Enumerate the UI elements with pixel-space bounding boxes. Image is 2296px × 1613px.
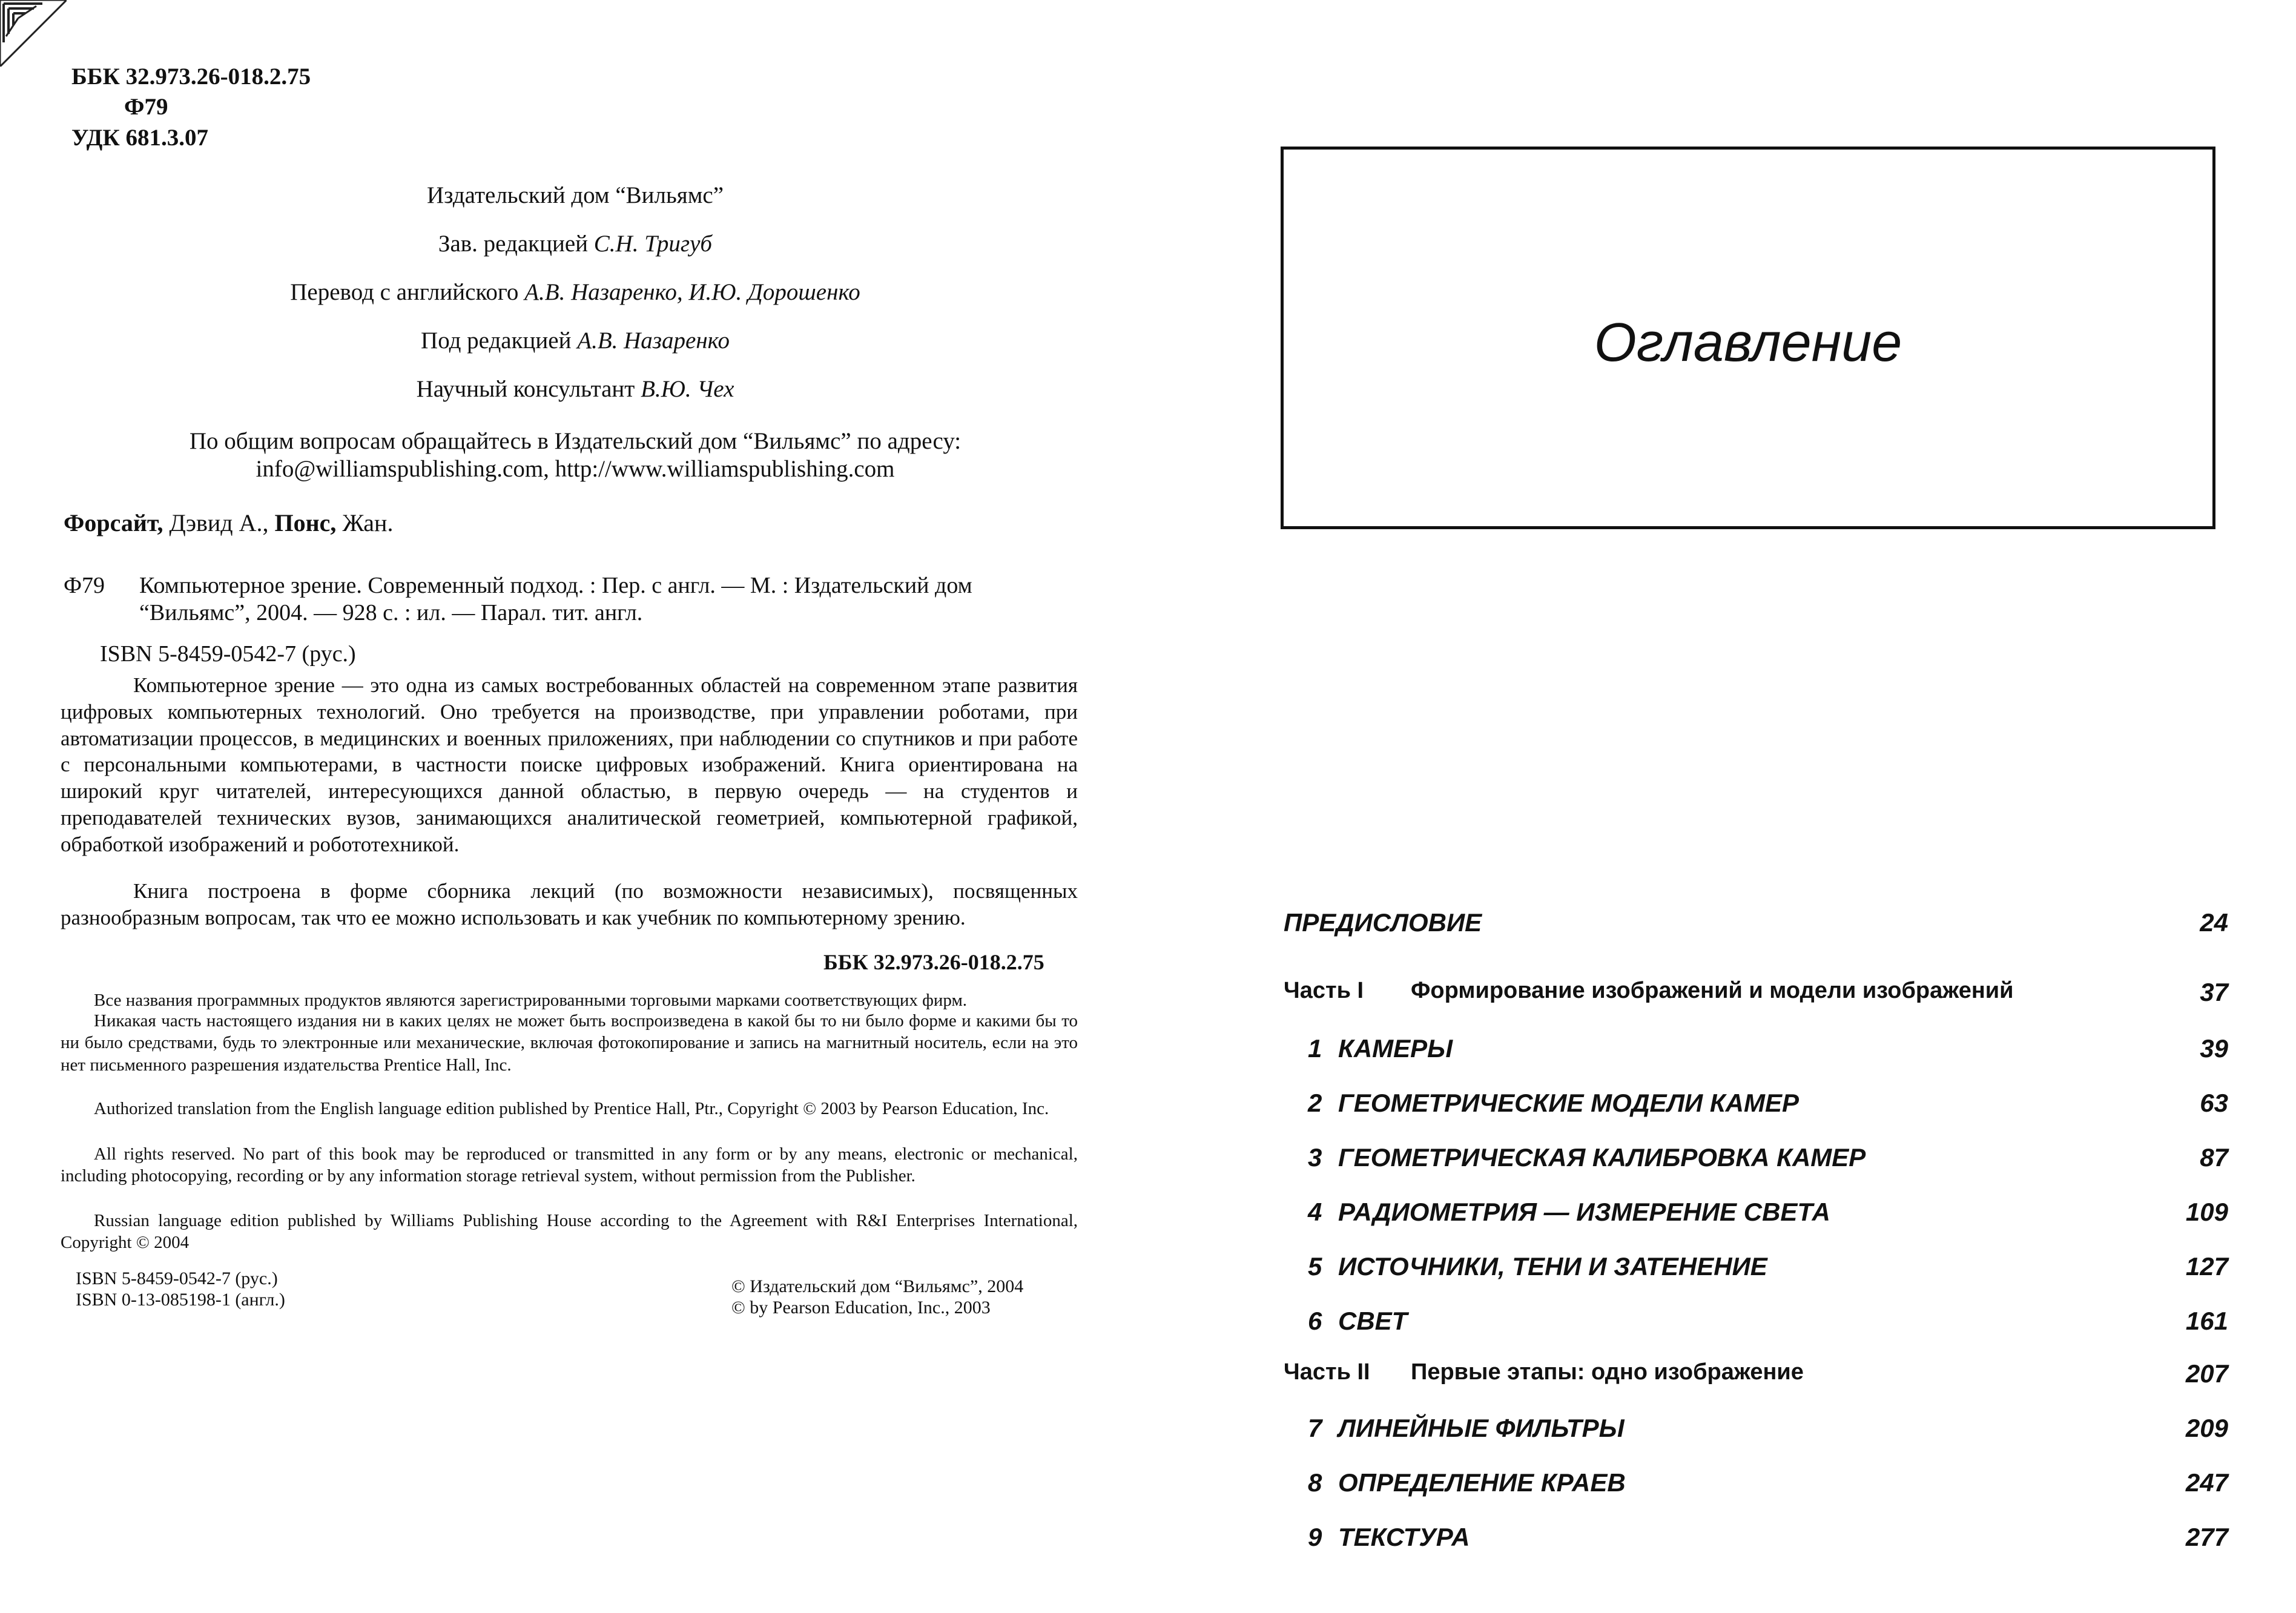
edited-name: А.В. Назаренко: [577, 328, 730, 354]
contact-line-2: info@williamspublishing.com, http://www.williamspublishing.com: [256, 456, 895, 482]
translation-label: Перевод с английского: [290, 279, 519, 305]
translation-line: [61, 279, 1090, 306]
toc-part-2-num: Часть II: [1284, 1359, 1370, 1385]
consultant-label: Научный консультант: [416, 376, 635, 402]
corner-ornament-icon: [0, 0, 67, 67]
toc-part-2-label: Первые этапы: одно изображение: [1411, 1359, 1804, 1385]
toc-part-1-label: Формирование изображений и модели изображений: [1411, 978, 2014, 1003]
copyright-pearson: © by Pearson Education, Inc., 2003: [731, 1298, 991, 1318]
editor-name: С.Н. Тригуб: [593, 231, 713, 257]
toc-chapter-num: 3: [1308, 1143, 1322, 1172]
toc-chapter-row: [1284, 1198, 2228, 1234]
toc-chapter-row: [1284, 1252, 2228, 1288]
record-code: Ф79: [64, 573, 105, 598]
author-2-surname: Понс,: [274, 509, 337, 536]
toc-chapter-page: 87: [2200, 1143, 2228, 1172]
legal-trademarks: Все названия программных продуктов являются зарегистрированными торговыми марками соответствующих фирм.: [94, 991, 968, 1010]
toc-chapter-label: ОПРЕДЕЛЕНИЕ КРАЕВ: [1338, 1468, 1626, 1497]
legal-reproduction: Никакая часть настоящего издания ни в каких целях не может быть воспроизведена в какой бы то ни было форме и какими бы то ни было средствами, будь то электронные или механические, включая фотокопирование и запись на магнитный носитель, если на это нет письменного разрешения издательства Prentice Hall, Inc.: [61, 1011, 1078, 1075]
toc-chapter-label: ТЕКСТУРА: [1338, 1523, 1470, 1551]
toc-chapter-page: 209: [2185, 1414, 2228, 1442]
toc-chapter-page: 63: [2200, 1089, 2228, 1117]
toc-chapter-page: 39: [2200, 1034, 2228, 1063]
toc-chapter-page: 161: [2185, 1307, 2228, 1335]
toc-chapter-num: 7: [1308, 1414, 1322, 1442]
toc-chapter-num: 9: [1308, 1523, 1322, 1551]
author-2-name: Жан.: [336, 509, 394, 536]
abstract-paragraph-1: Компьютерное зрение — это одна из самых востребованных областей на современном этапе развития цифровых компьютерных технологий. Оно требуется на производстве, при управлении роботами, при автоматизации процессов, в медицинских и военных приложениях, при наблюдении со спутников и при работе с персональными компьютерами, в частности поиске цифровых изображений. Книга ориентирована на широкий круг читателей, интересующихся данной областью, в первую очередь — на студентов и преподавателей технических вузов, занимающихся аналитической геометрией, компьютерной графикой, обработкой изображений и робототехникой.: [61, 673, 1078, 856]
author-1-name: Дэвид А.,: [163, 509, 275, 536]
toc-chapter-num: 8: [1308, 1468, 1322, 1497]
toc-chapter-row: [1284, 1468, 2228, 1505]
abstract-paragraph-2: Книга построена в форме сборника лекций (по возможности независимых), посвященных разнообразным вопросам, так что ее можно использовать и как учебник по компьютерному зрению.: [61, 879, 1078, 929]
toc-chapter-label: РАДИОМЕТРИЯ — ИЗМЕРЕНИЕ СВЕТА: [1338, 1198, 1830, 1226]
toc-chapter-page: 127: [2185, 1252, 2228, 1281]
toc-preface-page: 24: [2200, 908, 2228, 937]
toc-chapter-num: 2: [1308, 1089, 1322, 1117]
authors-line: [64, 509, 393, 537]
record-line-2: “Вильямс”, 2004. — 928 с. : ил. — Парал. тит. англ.: [139, 600, 643, 625]
toc-chapter-num: 4: [1308, 1198, 1322, 1226]
editor-line: [61, 230, 1090, 257]
toc-part-1-num: Часть I: [1284, 978, 1364, 1003]
toc-chapter-row: [1284, 1414, 2228, 1450]
consultant-name: В.Ю. Чех: [641, 376, 734, 402]
toc-chapter-page: 277: [2185, 1523, 2228, 1551]
translation-names: А.В. Назаренко, И.Ю. Дорошенко: [524, 279, 860, 305]
edited-line: [61, 327, 1090, 354]
author-1-surname: Форсайт,: [64, 509, 163, 536]
toc-chapter-row: [1284, 1143, 2228, 1179]
toc-chapter-num: 5: [1308, 1252, 1322, 1281]
author-mark: Ф79: [124, 94, 168, 120]
toc-chapter-row: [1284, 1307, 2228, 1343]
toc-chapter-num: 6: [1308, 1307, 1322, 1335]
publisher-line: Издательский дом “Вильямс”: [426, 182, 724, 208]
udk-code: УДК 681.3.07: [71, 125, 209, 151]
toc-title-box: [1281, 147, 2215, 529]
toc-chapter-label: ЛИНЕЙНЫЕ ФИЛЬТРЫ: [1338, 1414, 1625, 1442]
toc-part-2-row: [1284, 1359, 2228, 1396]
toc-chapter-num: 1: [1308, 1034, 1322, 1063]
toc-preface-row: [1284, 908, 2228, 945]
isbn-main: ISBN 5-8459-0542-7 (рус.): [100, 641, 356, 667]
toc-chapter-row: [1284, 1034, 2228, 1070]
toc-part-1-row: [1284, 978, 2228, 1014]
toc-chapter-label: ИСТОЧНИКИ, ТЕНИ И ЗАТЕНЕНИЕ: [1338, 1252, 1767, 1281]
toc-title: Оглавление: [1594, 312, 1902, 373]
toc-chapter-label: СВЕТ: [1338, 1307, 1408, 1335]
toc-part-2-page: 207: [2185, 1359, 2228, 1388]
toc-part-1-page: 37: [2200, 978, 2228, 1006]
legal-authorized: Authorized translation from the English language edition published by Prentice Hall, Ptr., Copyright © 2003 by Pearson Education, Inc.: [94, 1099, 1049, 1118]
toc-chapter-page: 109: [2185, 1198, 2228, 1226]
bbk-bottom: ББК 32.973.26-018.2.75: [823, 950, 1044, 974]
toc-chapter-label: КАМЕРЫ: [1338, 1034, 1453, 1063]
consultant-line: [61, 375, 1090, 403]
toc-chapter-label: ГЕОМЕТРИЧЕСКАЯ КАЛИБРОВКА КАМЕР: [1338, 1143, 1866, 1172]
toc-chapter-label: ГЕОМЕТРИЧЕСКИЕ МОДЕЛИ КАМЕР: [1338, 1089, 1799, 1117]
record-line-1: Компьютерное зрение. Современный подход. : Пер. с англ. — М. : Издательский дом: [139, 573, 972, 598]
toc-chapter-page: 247: [2185, 1468, 2228, 1497]
isbn-eng: ISBN 0-13-085198-1 (англ.): [76, 1290, 285, 1310]
legal-russian-edition: Russian language edition published by Williams Publishing House according to the Agreement with R&I Enterprises International, Copyright © 2004: [61, 1211, 1078, 1253]
toc-chapter-row: [1284, 1089, 2228, 1125]
contact-line-1: По общим вопросам обращайтесь в Издательский дом “Вильямс” по адресу:: [189, 428, 962, 454]
bbk-code: ББК 32.973.26-018.2.75: [71, 64, 311, 90]
legal-rights: All rights reserved. No part of this book may be reproduced or transmitted in any form or by any means, electronic or mechanical, including photocopying, recording or by any information storage retrieval system, without permission from the Publisher.: [61, 1144, 1078, 1186]
toc-preface-label: ПРЕДИСЛОВИЕ: [1284, 908, 1482, 937]
isbn-rus: ISBN 5-8459-0542-7 (рус.): [76, 1268, 278, 1288]
editor-label: Зав. редакцией: [438, 231, 589, 257]
copyright-publisher: © Издательский дом “Вильямс”, 2004: [731, 1276, 1024, 1296]
toc-chapter-row: [1284, 1523, 2228, 1559]
edited-label: Под редакцией: [421, 328, 572, 354]
